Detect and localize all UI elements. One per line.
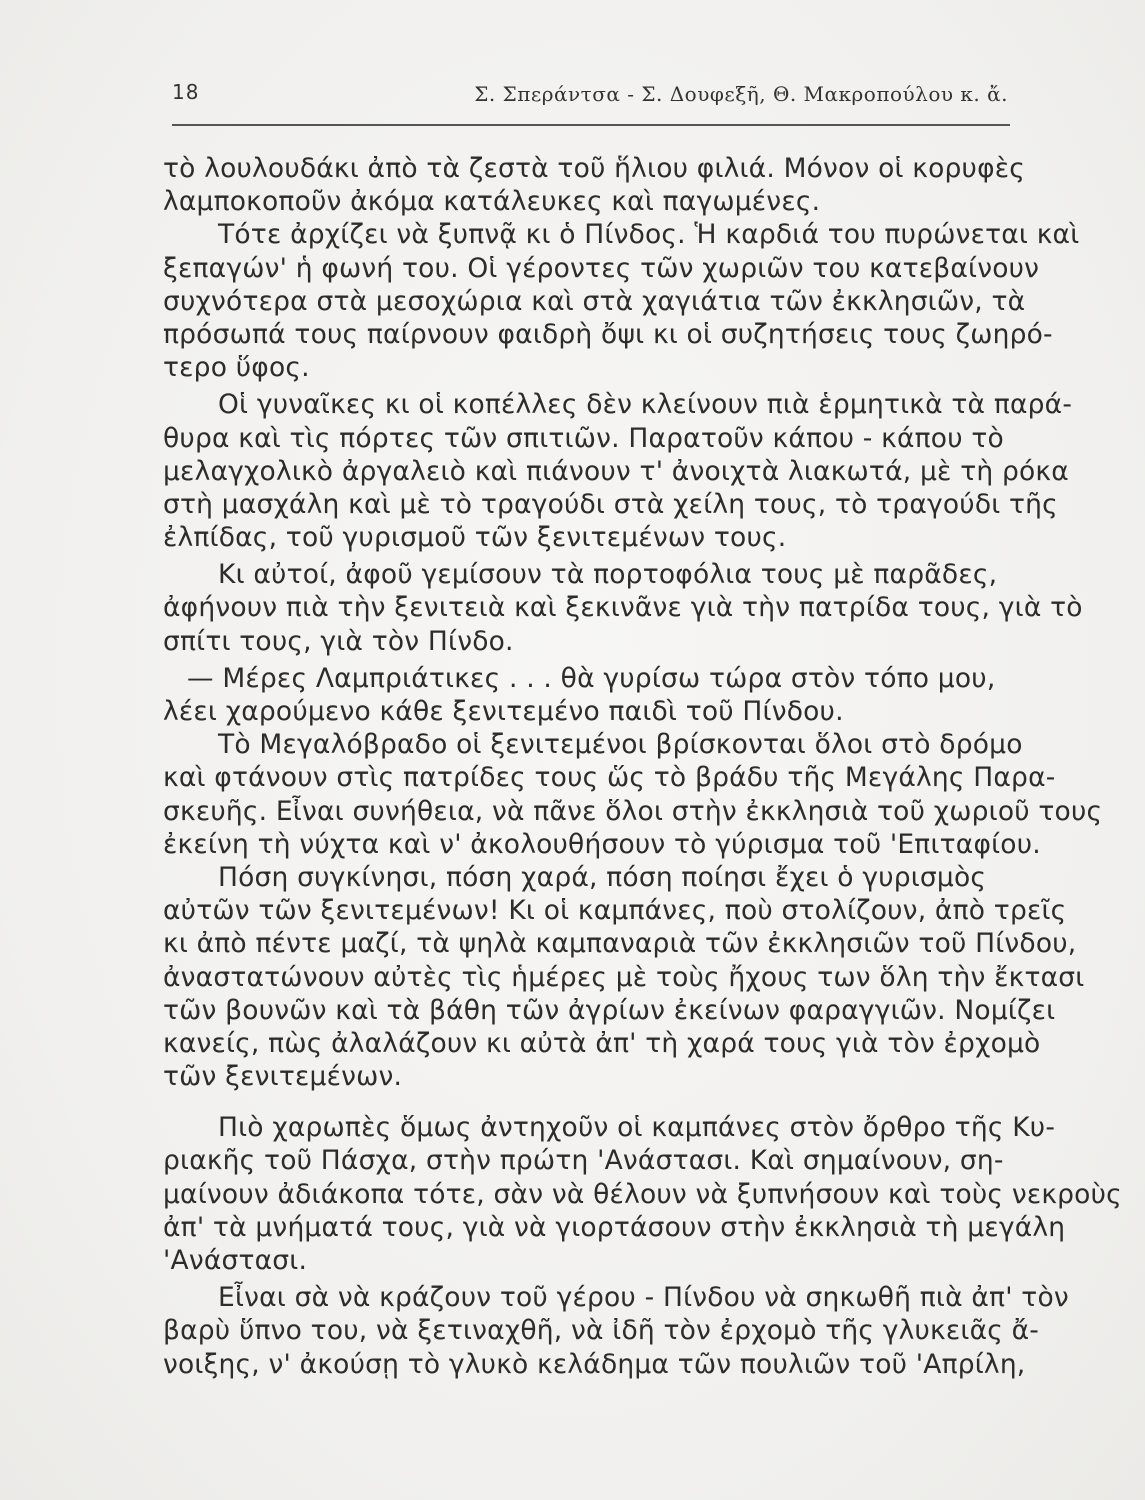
text-line: ἐλπίδας, τοῦ γυρισμοῦ τῶν ξενιτεμένων τους.	[163, 522, 787, 554]
body-text	[163, 152, 1122, 1381]
text-line: λαμποκοποῦν ἀκόμα κατάλευκες καὶ παγωμένες.	[163, 186, 821, 218]
text-line: ἐκείνη τὴ νύχτα καὶ ν' ἀκολουθήσουν τὸ γύρισμα τοῦ 'Επιταφίου.	[163, 828, 1041, 860]
text-line: μαίνουν ἀδιάκοπα τότε, σὰν νὰ θέλουν νὰ ξυπνήσουν καὶ τοὺς νεκροὺς	[163, 1178, 1122, 1210]
text-line: τῶν βουνῶν καὶ τὰ βάθη τῶν ἀγρίων ἐκείνων φαραγγιῶν. Νομίζει	[163, 994, 1056, 1026]
text-line: συχνότερα στὰ μεσοχώρια καὶ στὰ χαγιάτια τῶν ἐκκλησιῶν, τὰ	[163, 285, 1026, 317]
text-line: ξεπαγών' ἡ φωνή του. Οἱ γέροντες τῶν χωριῶν του κατεβαίνουν	[163, 252, 1040, 284]
text-line: ἀπ' τὰ μνήματά τους, γιὰ νὰ γιορτάσουν στὴν ἐκκλησιὰ τὴ μεγάλη	[163, 1211, 1066, 1243]
header-rule	[172, 124, 1010, 126]
page-header	[172, 78, 1008, 118]
paragraph-start-line: Τότε ἀρχίζει νὰ ξυπνᾷ κι ὁ Πίνδος. Ἡ καρδιά του πυρώνεται καὶ	[218, 219, 1080, 251]
text-line: κανείς, πὼς ἀλαλάζουν κι αὐτὰ ἀπ' τὴ χαρά τους γιὰ τὸν ἐρχομὸ	[163, 1027, 1041, 1059]
paragraph-start-line: Οἱ γυναῖκες κι οἱ κοπέλλες δὲν κλείνουν πιὰ ἑρμητικὰ τὰ παρά-	[218, 389, 1073, 421]
text-line: στὴ μασχάλη καὶ μὲ τὸ τραγούδι στὰ χείλη τους, τὸ τραγούδι τῆς	[163, 488, 1058, 520]
text-line: βαρὺ ὕπνο του, νὰ ξετιναχθῆ, νὰ ἰδῆ τὸν ἐρχομὸ τῆς γλυκειᾶς ἄ-	[163, 1315, 1040, 1347]
text-line: ἀναστατώνουν αὐτὲς τὶς ἡμέρες μὲ τοὺς ἤχους των ὅλη τὴν ἔκτασι	[163, 961, 1085, 993]
text-line: τῶν ξενιτεμένων.	[163, 1061, 403, 1093]
paragraph-start-line: Πόση συγκίνησι, πόση χαρά, πόση ποίησι ἔχει ὁ γυρισμὸς	[218, 861, 987, 893]
text-line: αὐτῶν τῶν ξενιτεμένων! Κι οἱ καμπάνες, ποὺ στολίζουν, ἀπὸ τρεῖς	[163, 895, 1067, 927]
text-line: σπίτι τους, γιὰ τὸν Πίνδο.	[163, 625, 514, 657]
text-line: κι ἀπὸ πέντε μαζί, τὰ ψηλὰ καμπαναριὰ τῶν ἐκκλησιῶν τοῦ Πίνδου,	[163, 928, 1077, 960]
text-line: τὸ λουλουδάκι ἀπὸ τὰ ζεστὰ τοῦ ἥλιου φιλιά. Μόνον οἱ κορυφὲς	[163, 153, 1026, 184]
text-line: μελαγχολικὸ ἀργαλειὸ καὶ πιάνουν τ' ἀνοιχτὰ λιακωτά, μὲ τὴ ρόκα	[163, 455, 1069, 487]
text-line: 'Ανάστασι.	[163, 1245, 308, 1276]
text-line: τερο ὕφος.	[163, 352, 310, 384]
dialogue-line: — Μέρες Λαμπριάτικες . . . θὰ γυρίσω τώρα στὸν τόπο μου,	[187, 662, 996, 694]
text-line: λέει χαρούμενο κάθε ξενιτεμένο παιδὶ τοῦ Πίνδου.	[163, 696, 844, 727]
running-head: Σ. Σπεράντσα - Σ. Δουφεξῆ, Θ. Μακροπούλου κ. ἄ.	[474, 82, 1008, 106]
text-line: καὶ φτάνουν στὶς πατρίδες τους ὥς τὸ βράδυ τῆς Μεγάλης Παρα-	[163, 762, 1056, 794]
text-line: νοιξης, ν' ἀκούσῃ τὸ γλυκὸ κελάδημα τῶν πουλιῶν τοῦ 'Απρίλη,	[163, 1348, 1026, 1380]
paragraph-start-line: Εἶναι σὰ νὰ κράζουν τοῦ γέρου - Πίνδου νὰ σηκωθῆ πιὰ ἀπ' τὸν	[218, 1282, 1069, 1314]
page-number: 18	[172, 80, 200, 104]
text-line: ριακῆς τοῦ Πάσχα, στὴν πρώτη 'Ανάστασι. Καὶ σημαίνουν, ση-	[163, 1145, 1004, 1177]
text-line: πρόσωπά τους παίρνουν φαιδρὴ ὄψι κι οἱ συζητήσεις τους ζωηρό-	[163, 318, 1053, 350]
text-line: ἀφήνουν πιὰ τὴν ξενιτειὰ καὶ ξεκινᾶνε γιὰ τὴν πατρίδα τους, γιὰ τὸ	[163, 592, 1083, 624]
paragraph-start-line: Πιὸ χαρωπὲς ὅμως ἀντηχοῦν οἱ καμπάνες στὸν ὄρθρο τῆς Κυ-	[218, 1112, 1056, 1144]
text-line: σκευῆς. Εἶναι συνήθεια, νὰ πᾶνε ὅλοι στὴν ἐκκλησιὰ τοῦ χωριοῦ τους	[163, 795, 1103, 827]
text-line: θυρα καὶ τὶς πόρτες τῶν σπιτιῶν. Παρατοῦν κάπου - κάπου τὸ	[163, 422, 1004, 454]
paragraph-start-line: Κι αὐτοί, ἀφοῦ γεμίσουν τὰ πορτοφόλια τους μὲ παρᾶδες,	[218, 559, 998, 591]
paragraph-start-line: Τὸ Μεγαλόβραδο οἱ ξενιτεμένοι βρίσκονται ὅλοι στὸ δρόμο	[218, 729, 1023, 761]
